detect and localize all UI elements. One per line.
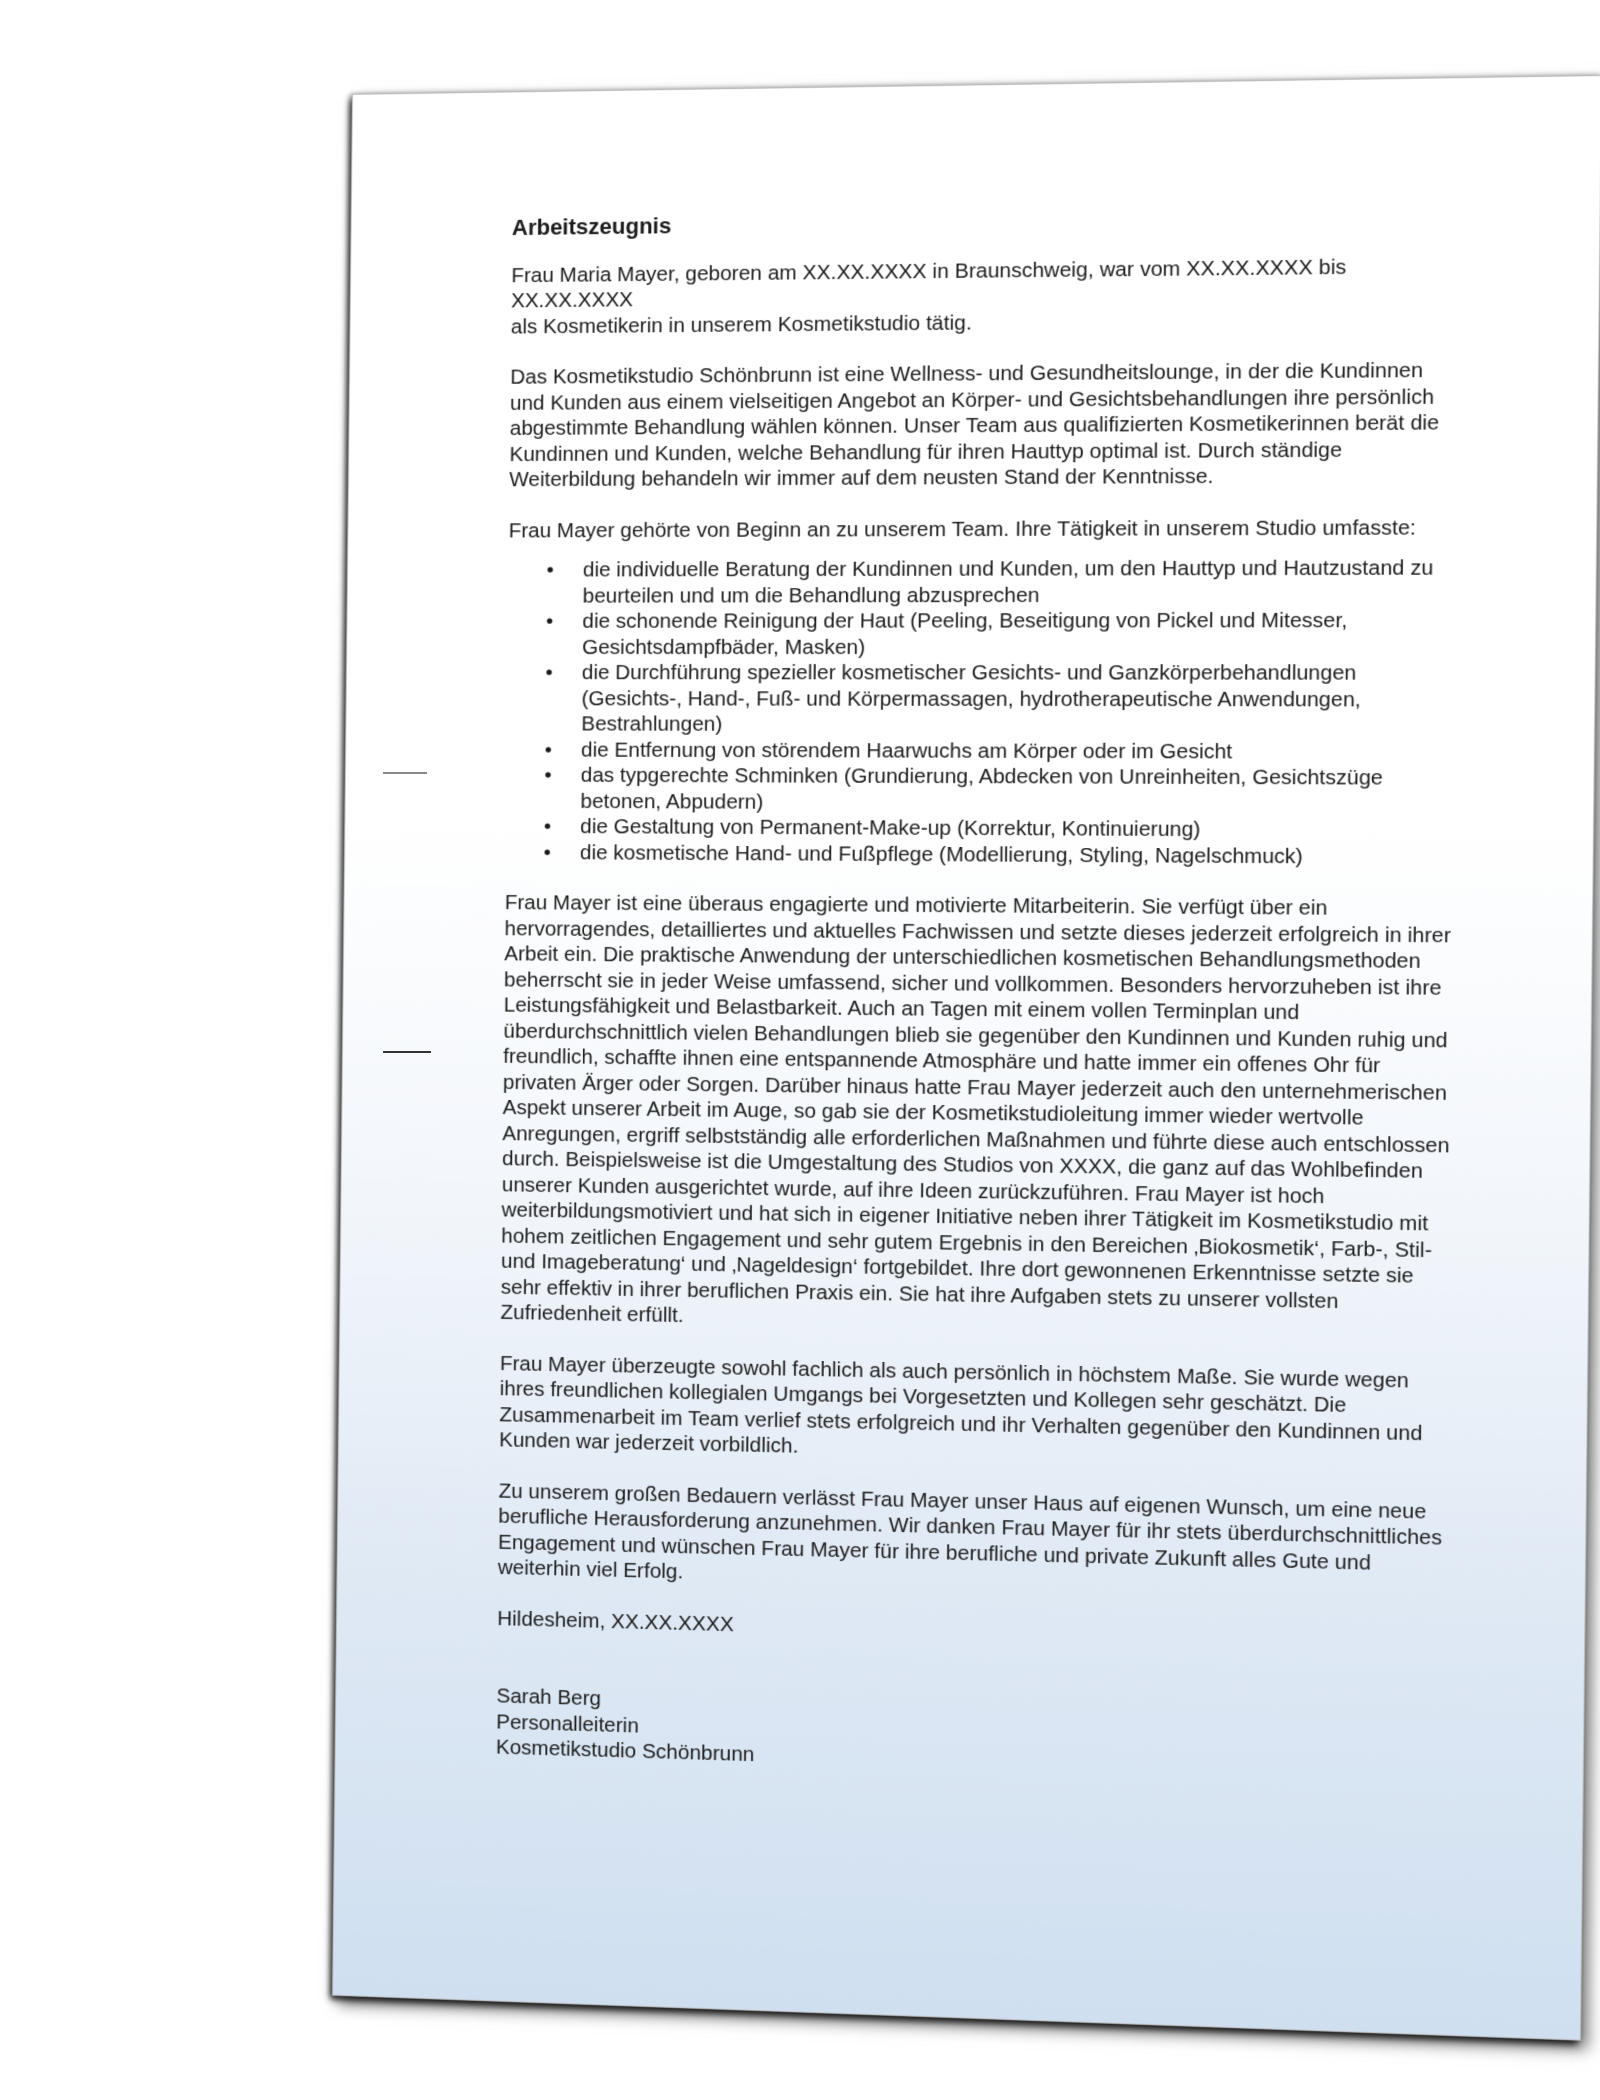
bullet-icon: • <box>544 737 553 762</box>
list-item <box>506 737 1456 765</box>
task-text: die individuelle Beratung der Kundinnen und Kunden, um den Hauttyp und Hautzustand zu beurteilen und um die Behandlung abzusprechen <box>582 556 1434 608</box>
closing-paragraph: Zu unserem großen Bedauern verlässt Frau Mayer unser Haus auf eigenen Wunsch, um eine neue berufliche Herausforderung anzunehmen. Wir danken Frau Mayer für ihr stets überdurchschnittliches Engagement und wünschen Frau Mayer für ihre berufliche und private Zukunft alles Gute und weiterhin viel Erfolg. <box>497 1478 1443 1584</box>
signer-role: Personalleiterin <box>496 1709 640 1738</box>
list-item <box>506 762 1456 817</box>
intro-paragraph <box>511 253 1461 340</box>
studio-paragraph: Das Kosmetikstudio Schönbrunn ist eine Wellness- und Gesundheitslounge, in der die Kundinnen und Kunden aus einem vielseitigen Angebot an Körper- und Gesichtsbehandlungen ihre persönlich abgestimmte Behandlung wählen können. Unser Team aus qualifizierten Kosmetikerinnen berät die Kundinnen und Kunden, welche Behandlung für ihren Hauttyp optimal ist. Durch ständige Weiterbildung behandeln wir immer auf dem neusten Stand der Kenntnisse. <box>509 358 1440 492</box>
task-text: das typgerechte Schminken (Grundierung, Abdecken von Unreinheiten, Gesichtszüge betonen, Abpudern) <box>580 763 1383 814</box>
conduct-paragraph: Frau Mayer überzeugte sowohl fachlich als auch persönlich in höchstem Maße. Sie wurde wegen ihres freundlichen kollegialen Umgangs bei Vorgesetzten und Kollegen sehr geschätzt. Die Zusammenarbeit im Team verlief stets erfolgreich und ihr Verhalten gegenüber den Kundinnen und Kunden war jederzeit vorbildlich. <box>499 1351 1423 1458</box>
task-text: die schonende Reinigung der Haut (Peeling, Beseitigung von Pickel und Mitesser, Gesichtsdampfbäder, Masken) <box>581 608 1348 659</box>
task-text: die Entfernung von störendem Haarwuchs am Körper oder im Gesicht <box>580 738 1233 764</box>
place-date: Hildesheim, XX.XX.XXXX <box>497 1606 734 1636</box>
bullet-icon: • <box>543 814 552 839</box>
task-text: die Gestaltung von Permanent-Make-up (Korrektur, Kontinuierung) <box>580 815 1201 842</box>
intro-line-2: als Kosmetikerin in unserem Kosmetikstudio tätig. <box>510 310 972 339</box>
intro-line-1: Frau Maria Mayer, geboren am XX.XX.XXXX in Braunschweig, war vom XX.XX.XXXX bis XX.XX.XXXX <box>510 254 1347 313</box>
signer-company: Kosmetikstudio Schönbrunn <box>495 1735 755 1767</box>
bullet-icon: • <box>545 609 554 633</box>
list-item <box>507 660 1457 739</box>
document-body <box>496 204 1462 1788</box>
performance-paragraph: Frau Mayer ist eine überaus engagierte und motivierte Mitarbeiterin. Sie verfügt über ein hervorragendes, detailliertes und aktuelles Fachwissen und setzte dieses jederzeit erfolgreich in ihrer Arbeit ein. Die praktische Anwendung der unterschiedlichen kosmetischen Behandlungsmethoden beherrscht sie in jeder Weise umfassend, sicher und vollkommen. Besonders hervorzuheben ist ihre Leistungsfähigkeit und Belastbarkeit. Auch an Tagen mit einem vollen Terminplan und überdurchschnittlich vielen Behandlungen blieb sie gegenüber den Kundinnen und Kunden ruhig und freundlich, schaffte ihnen eine entspannende Atmosphäre und hatte immer ein offenes Ohr für privaten Ärger oder Sorgen. Darüber hinaus hatte Frau Mayer jederzeit auch den unternehmerischen Aspekt unserer Arbeit im Auge, so gab sie der Kosmetikstudioleitung immer wieder wertvolle Anregungen, ergriff selbstständig alle erforderlichen Maßnahmen und führte diese auch entschlossen durch. Beispielsweise ist die Umgestaltung des Studios von XXXX, die ganz auf das Wohlbefinden unserer Kunden ausgerichtet wurde, auf ihre Ideen zurückzuführen. Frau Mayer ist hoch weiterbildungsmotiviert und hat sich in eigener Initiative neben ihrer Tätigkeit im Kosmetikstudio mit hohem zeitlichen Engagement und sehr gutem Ergebnis in den Bereichen ‚Biokosmetik‘, Farb-, Stil- und Imageberatung‘ und ‚Nageldesign‘ fortgebildet. Ihre dort gewonnenen Erkenntnisse setzte sie sehr effektiv in ihrer beruflichen Praxis ein. Sie hat ihre Aufgaben stets zu unserer vollsten Zufriedenheit erfüllt. <box>500 891 1452 1328</box>
punch-mark <box>383 1051 431 1053</box>
bullet-icon: • <box>544 763 552 787</box>
document-title: Arbeitszeugnis <box>511 213 672 241</box>
tasks-intro: Frau Mayer gehörte von Beginn an zu unserem Team. Ihre Tätigkeit in unserem Studio umfasste: <box>508 515 1417 542</box>
list-item <box>505 839 1455 870</box>
fold-mark <box>383 772 427 774</box>
document-page <box>332 75 1600 2041</box>
signature-block <box>496 1683 1446 1788</box>
task-text: die kosmetische Hand- und Fußpflege (Modellierung, Styling, Nagelschmuck) <box>579 840 1303 868</box>
tasks-list <box>505 555 1458 870</box>
signer-name: Sarah Berg <box>496 1684 602 1711</box>
list-item <box>508 555 1458 609</box>
task-text: die Durchführung spezieller kosmetischer Gesichts- und Ganzkörperbehandlungen (Gesichts-, Hand-, Fuß- und Körpermassagen, hydrotherapeutische Anwendungen, Bestrahlungen) <box>581 661 1361 736</box>
list-item <box>507 608 1457 661</box>
bullet-icon: • <box>546 558 554 582</box>
bullet-icon: • <box>543 840 551 864</box>
bullet-icon: • <box>545 661 553 685</box>
